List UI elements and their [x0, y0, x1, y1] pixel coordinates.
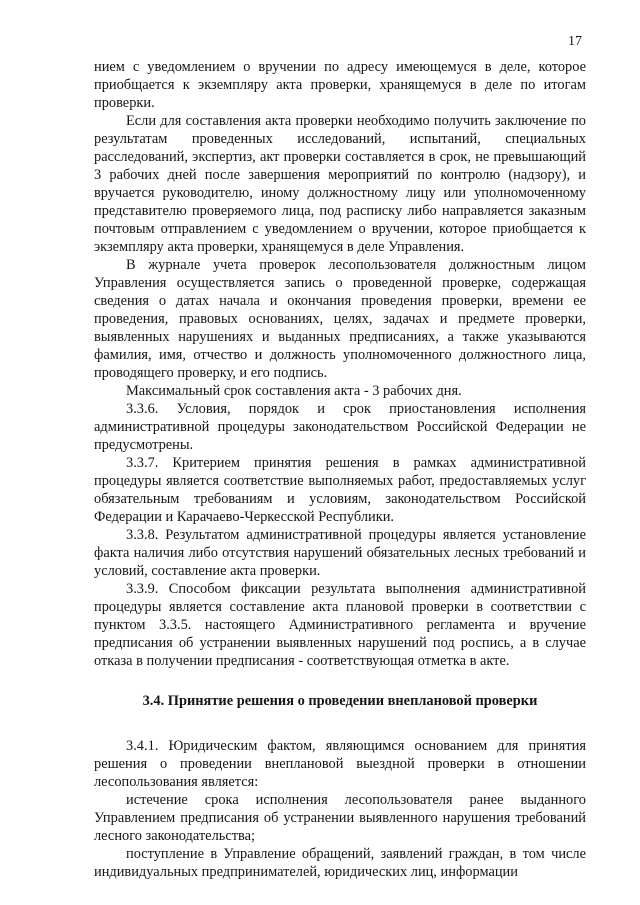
paragraph: Максимальный срок составления акта - 3 рабочих дня.	[126, 383, 462, 399]
document-body	[94, 58, 586, 881]
paragraph: 3.3.7. Критерием принятия решения в рамках административной процедуры является соответствие выполняемых работ, предоставляемых услуг обязательным требованиям и условиям, законодательством Российской Федерации и Карачаево-Черкесской Республики.	[94, 455, 586, 525]
paragraph: В журнале учета проверок лесопользователя должностным лицом Управления осуществляется запись о проведенной проверке, содержащая сведения о датах начала и окончания проведения проверки, времени ее проведения, правовых основаниях, целях, задачах и предмете проверки, выявленных нарушениях и выданных предписаниях, а также указываются фамилия, имя, отчество и должность уполномоченного должностного лица, проводящего проверку, и его подпись.	[94, 257, 586, 381]
paragraph: истечение срока исполнения лесопользователя ранее выданного Управлением предписания об устранении выявленного нарушения требований лесного законодательства;	[94, 792, 586, 844]
paragraph: нием с уведомлением о вручении по адресу имеющемуся в деле, которое приобщается к экземпляру акта проверки, хранящемуся в деле по итогам проверки.	[94, 59, 586, 111]
page-number: 17	[568, 34, 582, 49]
paragraph: 3.4.1. Юридическим фактом, являющимся основанием для принятия решения о проведении внеплановой выездной проверки в отношении лесопользования является:	[94, 738, 586, 790]
paragraphs-after-heading	[94, 737, 586, 881]
paragraph: 3.3.6. Условия, порядок и срок приостановления исполнения административной процедуры законодательством Российской Федерации не предусмотрены.	[94, 401, 586, 453]
paragraph: 3.3.8. Результатом административной процедуры является установление факта наличия либо отсутствия нарушений обязательных лесных требований и условий, составление акта проверки.	[94, 527, 586, 579]
paragraph: Если для составления акта проверки необходимо получить заключение по результатам проведенных исследований, испытаний, специальных расследований, экспертиз, акт проверки составляется в срок, не превышающий 3 рабочих дней после завершения мероприятий по контролю (надзору), и вручается руководителю, иному должностному лицу или уполномоченному представителю проверяемого лица, под расписку либо направляется заказным почтовым отправлением с уведомлением о вручении, которое приобщается к экземпляру акта проверки, хранящемуся в деле Управления.	[94, 113, 586, 255]
section-heading: 3.4. Принятие решения о проведении внеплановой проверки	[142, 693, 538, 709]
paragraph: поступление в Управление обращений, заявлений граждан, в том числе индивидуальных предпринимателей, юридических лиц, информации	[94, 846, 586, 880]
paragraph: 3.3.9. Способом фиксации результата выполнения административной процедуры является составление акта плановой проверки в соответствии с пунктом 3.3.5. настоящего Административного регламента и вручение предписания об устранении выявленных нарушений под роспись, а в случае отказа в получении предписания - соответствующая отметка в акте.	[94, 581, 586, 669]
paragraphs-before-heading	[94, 58, 586, 670]
